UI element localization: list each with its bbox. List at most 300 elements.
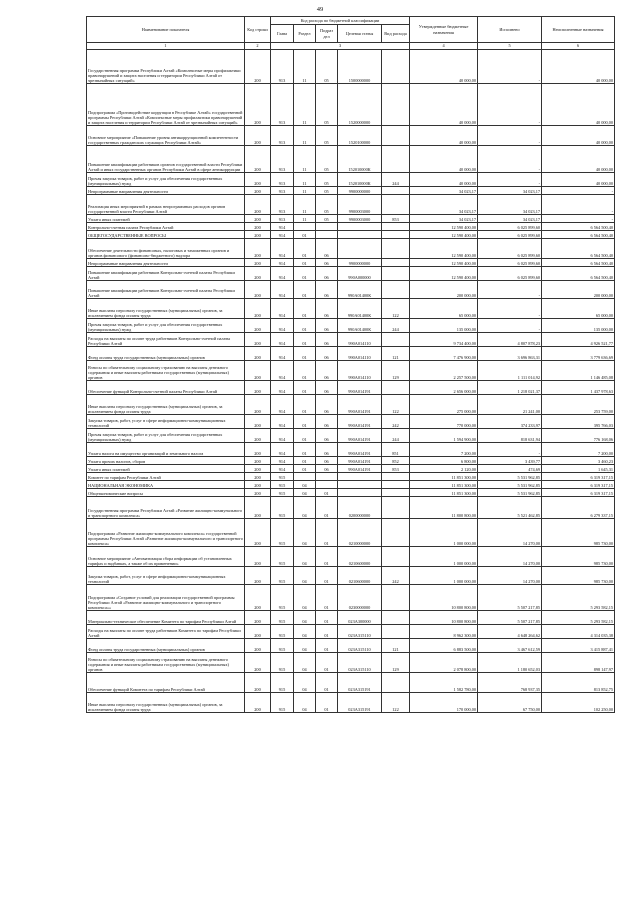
cell-executed: 1 218 021,37 [478,381,542,395]
cell-type [382,281,410,299]
cell-unexecuted: 200 000,00 [542,281,615,299]
cell-name: Основное мероприятие «Повышение уровня антикоррупционной компетентности государственных гражданских служащих Республики Алтай» [87,126,245,146]
cell-target [338,489,382,497]
cell-name: Закупка товаров, работ, услуг в сфере информационно-коммуникационных технологий [87,567,245,585]
header-col-num: 1 [87,43,245,50]
table-row [87,299,615,319]
cell-executed: 5 531 962,85 [478,489,542,497]
cell-glava: 915 [271,497,294,519]
cell-razdel: 11 [294,126,316,146]
cell-name: Обеспечение функций Комитета по тарифам Республики Алтай [87,673,245,693]
cell-executed: 34 023,17 [478,187,542,195]
cell-approved: 12 590 400,00 [410,223,478,231]
cell-glava: 915 [271,567,294,585]
cell-target: 023A315110 [338,639,382,653]
cell-podrazdel: 01 [316,567,338,585]
header-line-code: Код строки [245,17,271,43]
cell-executed: 5 531 962,85 [478,481,542,489]
cell-podrazdel: 05 [316,84,338,126]
cell-glava: 915 [271,693,294,713]
cell-name: Взносы по обязательному социальному страхованию на выплаты денежного содержания и иные выплаты работникам государственных (муниципальных) органов [87,653,245,673]
cell-unexecuted: 985 730,00 [542,519,615,547]
cell-executed: 34 023,17 [478,215,542,223]
table-row [87,361,615,381]
cell-podrazdel: 06 [316,395,338,415]
cell-line-code: 200 [245,625,271,639]
cell-type: 121 [382,347,410,361]
cell-executed: - [478,146,542,173]
cell-unexecuted: 135 000,00 [542,319,615,333]
cell-line-code: 200 [245,395,271,415]
cell-glava: 914 [271,465,294,473]
cell-name: Контрольно-счетная палата Республики Алтай [87,223,245,231]
cell-type [382,267,410,281]
cell-glava: 915 [271,489,294,497]
cell-target [338,473,382,481]
cell-approved: 34 023,17 [410,187,478,195]
budget-execution-table [86,16,615,713]
cell-name: Материально-техническое обеспечение Комитета по тарифам Республики Алтай [87,611,245,625]
cell-name: Иные выплаты персоналу государственных (муниципальных) органов, за исключением фонда оплаты труда [87,693,245,713]
cell-executed: 67 750,00 [478,693,542,713]
cell-glava: 913 [271,126,294,146]
table-row [87,381,615,395]
cell-podrazdel: 06 [316,429,338,443]
cell-executed: 5 521 462,85 [478,497,542,519]
cell-unexecuted: 985 730,00 [542,567,615,585]
cell-razdel: 04 [294,519,316,547]
cell-approved: 12 590 400,00 [410,259,478,267]
cell-name: Уплата иных платежей [87,465,245,473]
cell-line-code: 200 [245,267,271,281]
cell-glava: 914 [271,267,294,281]
cell-line-code: 200 [245,473,271,481]
cell-type: 244 [382,319,410,333]
table-row [87,126,615,146]
cell-executed: 3 696 863,31 [478,347,542,361]
cell-podrazdel: 01 [316,653,338,673]
cell-line-code: 200 [245,497,271,519]
cell-executed: - [478,84,542,126]
cell-target: 023A315191 [338,693,382,713]
header-glava: Глава [271,25,294,43]
table-row [87,231,615,239]
cell-executed: 6 025 899,60 [478,231,542,239]
cell-podrazdel [316,481,338,489]
cell-executed: 1 180 652,03 [478,653,542,673]
cell-executed: 21 241,00 [478,395,542,415]
cell-type: 852 [382,457,410,465]
table-row [87,267,615,281]
cell-executed: 4 807 878,23 [478,333,542,347]
cell-name: Подпрограмма «Противодействие коррупции в Республике Алтай» государственной программы Республики Алтай «Комплексные меры профилактики правонарушений и защита населения и территории Республики Алтай от чрезвычайных ситуаций» [87,84,245,126]
cell-unexecuted: 253 759,00 [542,395,615,415]
cell-approved: 135 000,00 [410,319,478,333]
cell-target: 9900003000 [338,195,382,215]
table-row [87,639,615,653]
cell-executed: - [478,319,542,333]
cell-name: Расходы на выплаты по оплате труда работников Контрольно-счетной палаты Республики Алтай [87,333,245,347]
cell-target: 023A315191 [338,673,382,693]
cell-executed: 5 507 217,85 [478,585,542,611]
cell-razdel: 11 [294,173,316,187]
cell-target: 0210600000 [338,547,382,567]
cell-line-code: 200 [245,481,271,489]
cell-glava: 913 [271,146,294,173]
header-podrazdel: Подраз дел [316,25,338,43]
cell-line-code: 200 [245,281,271,299]
table-row [87,653,615,673]
cell-podrazdel: 06 [316,465,338,473]
cell-type: 242 [382,415,410,429]
cell-line-code: 200 [245,519,271,547]
cell-podrazdel: 01 [316,497,338,519]
cell-glava: 914 [271,395,294,415]
cell-approved: 170 000,00 [410,693,478,713]
cell-unexecuted: 6 564 500,40 [542,267,615,281]
cell-approved: 8 962 300,00 [410,625,478,639]
table-row [87,173,615,187]
cell-podrazdel: 05 [316,146,338,173]
cell-glava: 914 [271,443,294,457]
cell-target: 990A014191 [338,457,382,465]
cell-target: 990A01400К [338,319,382,333]
cell-line-code: 200 [245,319,271,333]
cell-line-code: 200 [245,146,271,173]
cell-unexecuted: 7 200,00 [542,443,615,457]
cell-target: 1520000000 [338,84,382,126]
cell-podrazdel: 01 [316,625,338,639]
cell-razdel: 01 [294,333,316,347]
cell-name: Обеспечение функций Контрольно-счетной палаты Республики Алтай [87,381,245,395]
cell-type: 129 [382,653,410,673]
cell-unexecuted: 776 168,06 [542,429,615,443]
cell-name: Иные выплаты персоналу государственных (муниципальных) органов, за исключением фонда оплаты труда [87,299,245,319]
cell-target: 990A014191 [338,443,382,457]
cell-type [382,223,410,231]
cell-executed: 14 270,00 [478,567,542,585]
cell-name: Основное мероприятие «Автоматизация сбора информации об установленных тарифах и надбавках, а также об их применении» [87,547,245,567]
cell-name: Комитет по тарифам Республики Алтай [87,473,245,481]
cell-line-code: 200 [245,231,271,239]
cell-line-code: 200 [245,457,271,465]
cell-unexecuted: - [542,215,615,223]
cell-name: Повышение квалификации работников Контрольно-счетной палаты Республики Алтай [87,267,245,281]
table-row [87,481,615,489]
cell-glava: 914 [271,319,294,333]
cell-type [382,473,410,481]
cell-executed: 3 467 612,59 [478,639,542,653]
cell-razdel: 01 [294,381,316,395]
cell-name: Прочая закупка товаров, работ и услуг для обеспечения государственных (муниципальных) нужд [87,319,245,333]
cell-razdel: 11 [294,215,316,223]
cell-podrazdel: 01 [316,611,338,625]
cell-target [338,223,382,231]
cell-unexecuted: 6 564 500,40 [542,231,615,239]
cell-line-code: 200 [245,299,271,319]
cell-executed: - [478,443,542,457]
cell-line-code: 200 [245,693,271,713]
cell-line-code: 200 [245,489,271,497]
cell-approved: 1 582 780,00 [410,673,478,693]
table-row [87,673,615,693]
cell-podrazdel: 05 [316,50,338,84]
cell-approved: 6 883 500,00 [410,639,478,653]
cell-line-code: 200 [245,639,271,653]
cell-name: Повышение квалификации работников органов государственной власти Республики Алтай и иных государственных органов Республики Алтай в сфере антикоррупции [87,146,245,173]
cell-podrazdel [316,231,338,239]
cell-unexecuted: 813 852,75 [542,673,615,693]
cell-target: 990A014110 [338,333,382,347]
cell-target [338,481,382,489]
cell-glava: 915 [271,585,294,611]
cell-type: 242 [382,567,410,585]
cell-approved: 40 000,00 [410,84,478,126]
cell-target: 023A300000 [338,611,382,625]
cell-executed: 374 233,97 [478,415,542,429]
cell-executed: 1 111 014,92 [478,361,542,381]
cell-name: ОБЩЕГОСУДАРСТВЕННЫЕ ВОПРОСЫ [87,231,245,239]
cell-approved: 2 078 800,00 [410,653,478,673]
cell-type: 121 [382,639,410,653]
cell-name: Общеэкономические вопросы [87,489,245,497]
cell-podrazdel: 01 [316,693,338,713]
cell-unexecuted: 4 926 521,77 [542,333,615,347]
cell-podrazdel: 01 [316,519,338,547]
header-executed: Исполнено [478,17,542,43]
cell-line-code: 200 [245,187,271,195]
cell-razdel: 11 [294,187,316,195]
cell-type [382,231,410,239]
cell-podrazdel: 06 [316,319,338,333]
cell-executed: 768 937,35 [478,673,542,693]
cell-executed: 818 631,94 [478,429,542,443]
cell-podrazdel: 05 [316,173,338,187]
cell-target: 0200000000 [338,497,382,519]
cell-approved: 2 120,00 [410,465,478,473]
table-row [87,429,615,443]
header-razdel: Раздел [294,25,316,43]
cell-approved: 10 800 800,00 [410,611,478,625]
cell-name: Повышение квалификации работников Контрольно-счетной палаты Республики Алтай [87,281,245,299]
header-classification-group: Код расхода по бюджетной классификации [271,17,410,25]
header-approved: Утвержденные бюджетные назначения [410,17,478,43]
cell-approved: 11 851 300,00 [410,481,478,489]
table-row [87,395,615,415]
cell-glava: 914 [271,347,294,361]
cell-line-code: 200 [245,611,271,625]
cell-name: Непрограммные направления деятельности [87,187,245,195]
cell-unexecuted: 4 314 035,38 [542,625,615,639]
cell-unexecuted: - [542,187,615,195]
table-row [87,347,615,361]
cell-podrazdel: 01 [316,639,338,653]
cell-type [382,519,410,547]
cell-line-code: 200 [245,465,271,473]
cell-executed: 6 025 899,60 [478,267,542,281]
cell-executed: 14 270,00 [478,547,542,567]
cell-unexecuted: 40 000,00 [542,146,615,173]
cell-name: Подпрограмма «Создание условий для реализации государственной программы Республики Алтай «Развитие жилищно-коммунального и транспортного комплекса»» [87,585,245,611]
table-row [87,281,615,299]
cell-line-code: 200 [245,381,271,395]
table-row [87,187,615,195]
cell-line-code: 200 [245,173,271,187]
cell-glava: 914 [271,429,294,443]
cell-razdel: 11 [294,84,316,126]
cell-target: 990A014191 [338,465,382,473]
cell-razdel: 11 [294,195,316,215]
table-row [87,625,615,639]
cell-unexecuted: 3 779 636,69 [542,347,615,361]
cell-unexecuted: 40 000,00 [542,126,615,146]
table-row [87,239,615,259]
cell-unexecuted: 1 437 978,63 [542,381,615,395]
cell-line-code: 200 [245,585,271,611]
cell-name: Реализация иных мероприятий в рамках непрограммных расходов органов государственной власти Республики Алтай [87,195,245,215]
cell-type: 129 [382,361,410,381]
table-row [87,547,615,567]
cell-podrazdel: 01 [316,673,338,693]
cell-approved: 2 257 500,00 [410,361,478,381]
cell-name: Прочая закупка товаров, работ и услуг для обеспечения государственных (муниципальных) нужд [87,429,245,443]
header-col-num: 2 [245,43,271,50]
cell-podrazdel: 06 [316,415,338,429]
cell-target: 990A014110 [338,347,382,361]
cell-executed: 34 023,17 [478,195,542,215]
table-row [87,611,615,625]
cell-type: 851 [382,443,410,457]
cell-target: 9900003000 [338,215,382,223]
page-number: 49 [316,6,324,13]
cell-approved: 10 800 800,00 [410,585,478,611]
cell-type: 122 [382,395,410,415]
cell-name: Закупка товаров, работ, услуг в сфере информационно-коммуникационных технологий [87,415,245,429]
cell-target: 990A014110 [338,361,382,381]
cell-target: 990A014191 [338,429,382,443]
cell-podrazdel: 01 [316,585,338,611]
cell-podrazdel: 06 [316,443,338,457]
cell-type: 122 [382,693,410,713]
cell-approved: 2 656 000,00 [410,381,478,395]
header-col-num: 4 [410,43,478,50]
cell-unexecuted: 40 000,00 [542,50,615,84]
cell-target [338,231,382,239]
cell-target: 0230000000 [338,585,382,611]
header-col-num: 3 [271,43,410,50]
cell-line-code: 200 [245,673,271,693]
cell-line-code: 200 [245,429,271,443]
cell-unexecuted: 985 730,00 [542,547,615,567]
cell-type [382,625,410,639]
cell-razdel: 04 [294,693,316,713]
cell-razdel: 11 [294,50,316,84]
cell-target: 023A315110 [338,653,382,673]
cell-name: Государственная программа Республики Алтай «Комплексные меры профилактики правонарушений и защита населения и территории Республики Алтай от чрезвычайных ситуаций» [87,50,245,84]
cell-target [338,239,382,259]
cell-type [382,50,410,84]
cell-glava: 915 [271,481,294,489]
cell-approved: 1 000 000,00 [410,519,478,547]
cell-razdel: 11 [294,146,316,173]
cell-podrazdel: 06 [316,457,338,465]
cell-line-code: 200 [245,215,271,223]
cell-line-code: 200 [245,195,271,215]
header-target: Целевая статья [338,25,382,43]
cell-glava: 914 [271,381,294,395]
cell-glava: 914 [271,333,294,347]
cell-unexecuted: 5 293 582,15 [542,585,615,611]
cell-razdel: 04 [294,585,316,611]
cell-razdel: 01 [294,231,316,239]
cell-glava: 914 [271,299,294,319]
cell-executed: 5 507 217,85 [478,611,542,625]
cell-unexecuted: 65 000,00 [542,299,615,319]
cell-glava: 913 [271,84,294,126]
cell-razdel: 01 [294,465,316,473]
cell-glava: 914 [271,231,294,239]
table-row [87,259,615,267]
cell-unexecuted: 5 293 582,15 [542,611,615,625]
table-row [87,84,615,126]
table-row [87,195,615,215]
table-row [87,415,615,429]
cell-unexecuted: 1 146 485,08 [542,361,615,381]
cell-glava: 913 [271,187,294,195]
cell-approved: 1 000 000,00 [410,567,478,585]
table-row [87,489,615,497]
cell-unexecuted: 6 319 317,15 [542,489,615,497]
cell-type: 853 [382,215,410,223]
cell-razdel: 04 [294,567,316,585]
cell-razdel: 04 [294,547,316,567]
cell-name: Уплата иных платежей [87,215,245,223]
cell-razdel: 01 [294,281,316,299]
cell-approved: 65 000,00 [410,299,478,319]
cell-target: 9900000000 [338,187,382,195]
cell-executed: 5 531 962,85 [478,473,542,481]
cell-type [382,547,410,567]
cell-glava: 915 [271,653,294,673]
cell-podrazdel [316,473,338,481]
cell-podrazdel: 06 [316,333,338,347]
header-type: Вид расхода [382,25,410,43]
cell-type: 244 [382,429,410,443]
cell-type [382,489,410,497]
cell-glava: 915 [271,611,294,625]
cell-approved: 40 000,00 [410,146,478,173]
cell-razdel: 01 [294,457,316,465]
cell-approved: 34 023,17 [410,195,478,215]
table-row [87,443,615,457]
cell-name: Государственная программа Республики Алтай «Развитие жилищно-коммунального и транспортного комплекса» [87,497,245,519]
cell-name: Иные выплаты персоналу государственных (муниципальных) органов, за исключением фонда оплаты труда [87,395,245,415]
header-col-num: 5 [478,43,542,50]
cell-razdel: 01 [294,395,316,415]
table-row [87,497,615,519]
cell-line-code: 200 [245,653,271,673]
cell-approved: 11 851 300,00 [410,473,478,481]
cell-type [382,333,410,347]
table-row [87,585,615,611]
cell-glava: 914 [271,223,294,231]
cell-type [382,126,410,146]
cell-approved: 9 734 400,00 [410,333,478,347]
cell-executed: 6 025 899,60 [478,259,542,267]
cell-approved: 40 000,00 [410,50,478,84]
cell-target: 1500000000 [338,50,382,84]
cell-target: 023A315110 [338,625,382,639]
